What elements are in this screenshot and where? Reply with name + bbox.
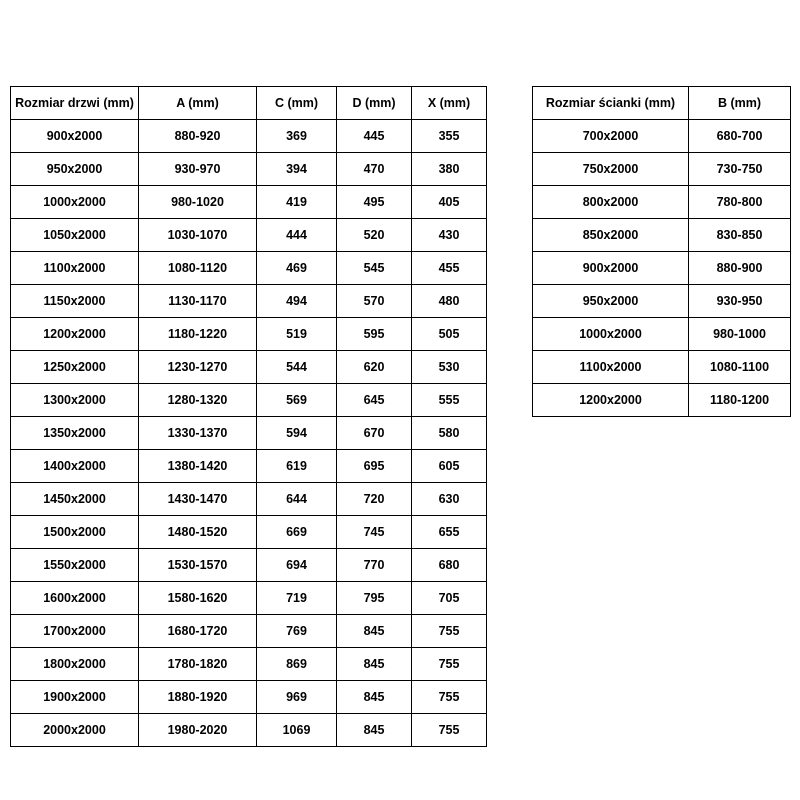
cell-door-size: 1100x2000: [11, 252, 139, 285]
cell-c: 644: [257, 483, 337, 516]
table-row: [11, 615, 487, 648]
cell-d: 545: [337, 252, 412, 285]
cell-a: 1430-1470: [139, 483, 257, 516]
table-header-row: [11, 87, 487, 120]
cell-a: 1180-1220: [139, 318, 257, 351]
table-row: [533, 153, 791, 186]
column-header-wall-size: Rozmiar ścianki (mm): [533, 87, 689, 120]
cell-b: 980-1000: [689, 318, 791, 351]
table-row: [11, 186, 487, 219]
table-row: [11, 351, 487, 384]
table-row: [11, 417, 487, 450]
cell-x: 505: [412, 318, 487, 351]
table-row: [11, 648, 487, 681]
cell-d: 845: [337, 681, 412, 714]
cell-door-size: 1700x2000: [11, 615, 139, 648]
table-row: [11, 384, 487, 417]
cell-x: 755: [412, 615, 487, 648]
cell-d: 845: [337, 714, 412, 747]
cell-x: 555: [412, 384, 487, 417]
cell-d: 795: [337, 582, 412, 615]
cell-b: 780-800: [689, 186, 791, 219]
cell-c: 769: [257, 615, 337, 648]
table-row: [11, 549, 487, 582]
cell-wall-size: 950x2000: [533, 285, 689, 318]
cell-wall-size: 850x2000: [533, 219, 689, 252]
cell-x: 430: [412, 219, 487, 252]
cell-door-size: 950x2000: [11, 153, 139, 186]
cell-b: 1180-1200: [689, 384, 791, 417]
cell-door-size: 1250x2000: [11, 351, 139, 384]
cell-d: 570: [337, 285, 412, 318]
cell-wall-size: 1200x2000: [533, 384, 689, 417]
cell-d: 595: [337, 318, 412, 351]
cell-door-size: 2000x2000: [11, 714, 139, 747]
cell-x: 480: [412, 285, 487, 318]
cell-x: 405: [412, 186, 487, 219]
cell-door-size: 1600x2000: [11, 582, 139, 615]
cell-a: 1780-1820: [139, 648, 257, 681]
cell-c: 719: [257, 582, 337, 615]
cell-b: 680-700: [689, 120, 791, 153]
cell-door-size: 1500x2000: [11, 516, 139, 549]
cell-door-size: 900x2000: [11, 120, 139, 153]
cell-door-size: 1400x2000: [11, 450, 139, 483]
cell-wall-size: 1100x2000: [533, 351, 689, 384]
table-row: [11, 714, 487, 747]
table-row: [533, 384, 791, 417]
table-row: [11, 153, 487, 186]
table-header-row: [533, 87, 791, 120]
column-header-b: B (mm): [689, 87, 791, 120]
cell-c: 694: [257, 549, 337, 582]
cell-c: 969: [257, 681, 337, 714]
cell-d: 720: [337, 483, 412, 516]
cell-c: 869: [257, 648, 337, 681]
cell-x: 580: [412, 417, 487, 450]
cell-d: 770: [337, 549, 412, 582]
cell-d: 645: [337, 384, 412, 417]
table-row: [11, 450, 487, 483]
cell-wall-size: 1000x2000: [533, 318, 689, 351]
wall-table-body: [533, 120, 791, 417]
cell-d: 470: [337, 153, 412, 186]
cell-door-size: 1150x2000: [11, 285, 139, 318]
table-row: [533, 186, 791, 219]
cell-c: 1069: [257, 714, 337, 747]
cell-b: 930-950: [689, 285, 791, 318]
cell-x: 605: [412, 450, 487, 483]
cell-a: 1880-1920: [139, 681, 257, 714]
cell-c: 469: [257, 252, 337, 285]
cell-x: 630: [412, 483, 487, 516]
cell-d: 670: [337, 417, 412, 450]
cell-x: 655: [412, 516, 487, 549]
cell-c: 419: [257, 186, 337, 219]
cell-a: 1530-1570: [139, 549, 257, 582]
table-row: [11, 120, 487, 153]
cell-x: 680: [412, 549, 487, 582]
cell-wall-size: 800x2000: [533, 186, 689, 219]
cell-door-size: 1000x2000: [11, 186, 139, 219]
cell-b: 880-900: [689, 252, 791, 285]
cell-b: 730-750: [689, 153, 791, 186]
cell-a: 1680-1720: [139, 615, 257, 648]
cell-b: 830-850: [689, 219, 791, 252]
cell-d: 495: [337, 186, 412, 219]
column-header-a: A (mm): [139, 87, 257, 120]
column-header-c: C (mm): [257, 87, 337, 120]
table-row: [11, 582, 487, 615]
cell-door-size: 1050x2000: [11, 219, 139, 252]
table-row: [533, 252, 791, 285]
cell-c: 519: [257, 318, 337, 351]
cell-d: 845: [337, 648, 412, 681]
table-row: [533, 351, 791, 384]
cell-b: 1080-1100: [689, 351, 791, 384]
door-table-body: [11, 120, 487, 747]
table-row: [11, 219, 487, 252]
cell-a: 1330-1370: [139, 417, 257, 450]
cell-x: 755: [412, 681, 487, 714]
cell-c: 569: [257, 384, 337, 417]
wall-panel-size-table: [532, 86, 791, 417]
cell-door-size: 1550x2000: [11, 549, 139, 582]
cell-d: 695: [337, 450, 412, 483]
table-row: [11, 483, 487, 516]
column-header-d: D (mm): [337, 87, 412, 120]
cell-d: 445: [337, 120, 412, 153]
cell-x: 455: [412, 252, 487, 285]
cell-a: 1480-1520: [139, 516, 257, 549]
door-table-header: [11, 87, 487, 120]
cell-x: 755: [412, 714, 487, 747]
cell-door-size: 1200x2000: [11, 318, 139, 351]
cell-wall-size: 900x2000: [533, 252, 689, 285]
column-header-door-size: Rozmiar drzwi (mm): [11, 87, 139, 120]
cell-a: 930-970: [139, 153, 257, 186]
cell-c: 619: [257, 450, 337, 483]
cell-x: 355: [412, 120, 487, 153]
cell-d: 845: [337, 615, 412, 648]
cell-d: 520: [337, 219, 412, 252]
cell-c: 369: [257, 120, 337, 153]
cell-c: 444: [257, 219, 337, 252]
table-row: [533, 318, 791, 351]
cell-a: 1380-1420: [139, 450, 257, 483]
cell-c: 594: [257, 417, 337, 450]
cell-a: 1130-1170: [139, 285, 257, 318]
cell-door-size: 1300x2000: [11, 384, 139, 417]
cell-a: 1230-1270: [139, 351, 257, 384]
cell-door-size: 1900x2000: [11, 681, 139, 714]
cell-c: 394: [257, 153, 337, 186]
table-row: [533, 285, 791, 318]
cell-a: 1580-1620: [139, 582, 257, 615]
table-row: [533, 120, 791, 153]
cell-a: 1280-1320: [139, 384, 257, 417]
cell-c: 494: [257, 285, 337, 318]
table-row: [11, 681, 487, 714]
cell-d: 620: [337, 351, 412, 384]
cell-a: 980-1020: [139, 186, 257, 219]
cell-door-size: 1350x2000: [11, 417, 139, 450]
table-row: [11, 285, 487, 318]
table-row: [11, 318, 487, 351]
cell-a: 880-920: [139, 120, 257, 153]
cell-a: 1080-1120: [139, 252, 257, 285]
table-row: [11, 252, 487, 285]
table-row: [533, 219, 791, 252]
cell-x: 380: [412, 153, 487, 186]
cell-door-size: 1450x2000: [11, 483, 139, 516]
column-header-x: X (mm): [412, 87, 487, 120]
cell-a: 1980-2020: [139, 714, 257, 747]
cell-c: 544: [257, 351, 337, 384]
door-size-table: [10, 86, 487, 747]
cell-door-size: 1800x2000: [11, 648, 139, 681]
cell-a: 1030-1070: [139, 219, 257, 252]
cell-wall-size: 750x2000: [533, 153, 689, 186]
cell-wall-size: 700x2000: [533, 120, 689, 153]
cell-d: 745: [337, 516, 412, 549]
wall-table-header: [533, 87, 791, 120]
table-row: [11, 516, 487, 549]
cell-x: 705: [412, 582, 487, 615]
cell-x: 530: [412, 351, 487, 384]
cell-c: 669: [257, 516, 337, 549]
cell-x: 755: [412, 648, 487, 681]
